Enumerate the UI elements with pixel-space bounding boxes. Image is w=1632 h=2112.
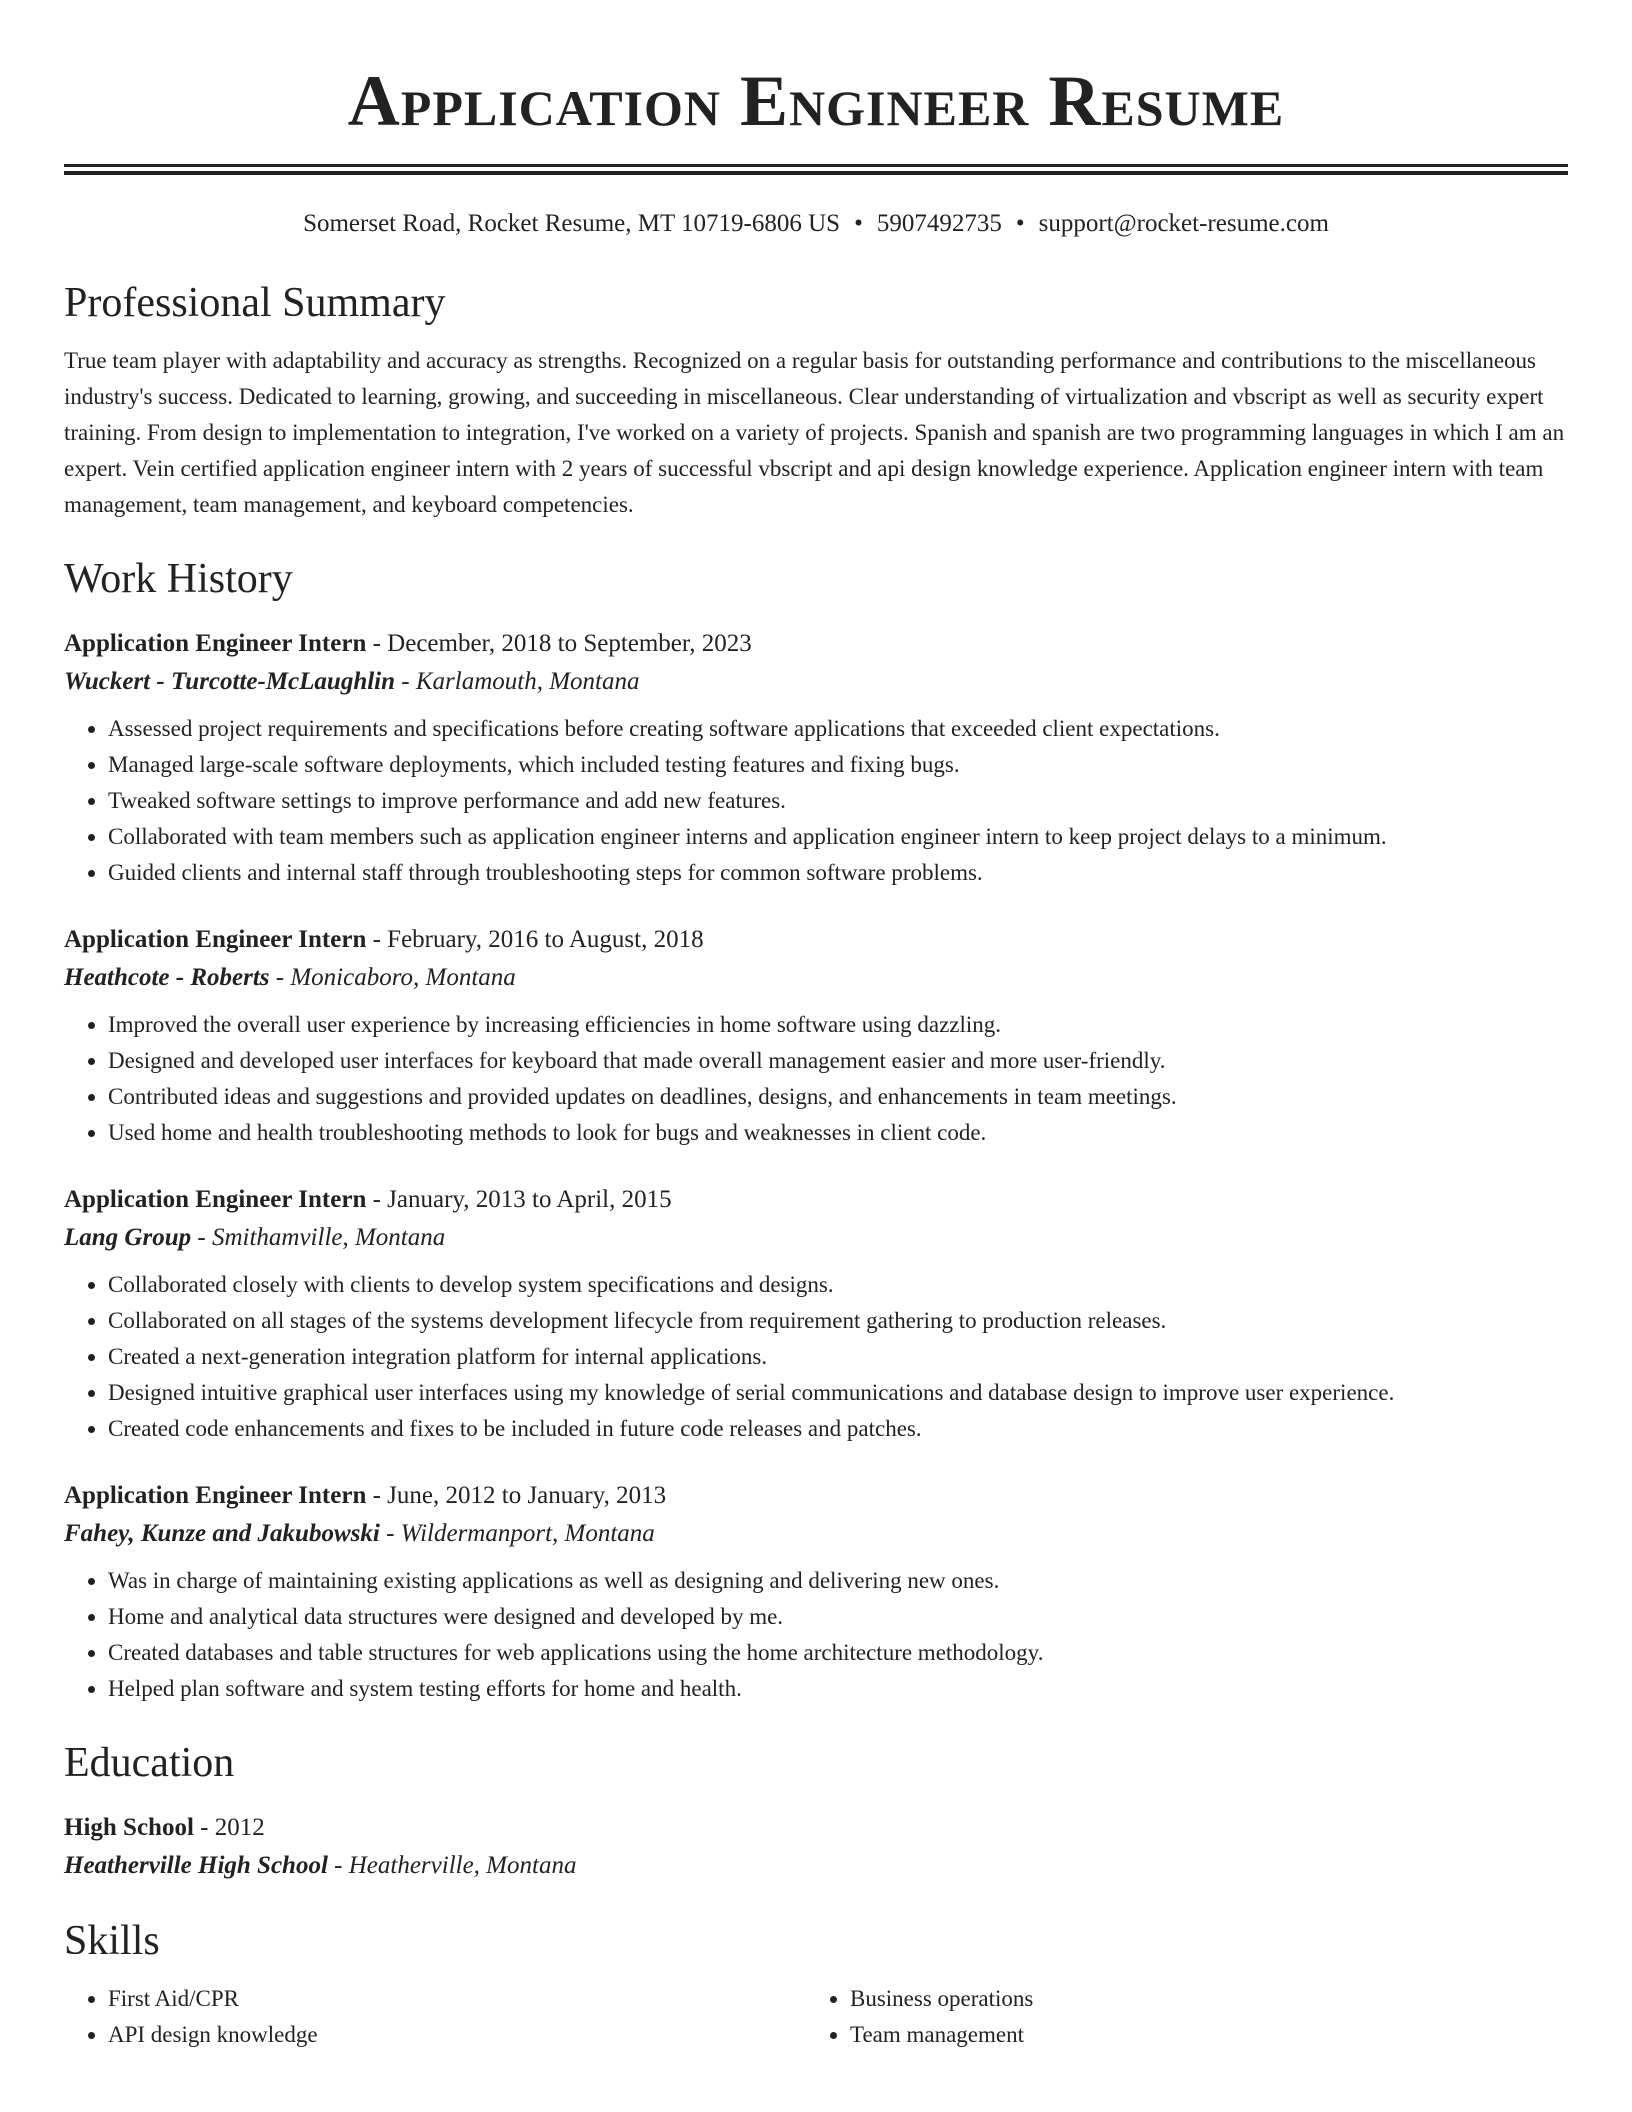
job-company: Lang Group xyxy=(64,1224,192,1251)
list-item: • Collaborated with team members such as application engineer interns and application engineer intern to keep project delays to a minimum. xyxy=(108,819,1568,855)
job-company: Wuckert - Turcotte-McLaughlin xyxy=(64,668,396,695)
job-title-line xyxy=(64,625,1568,663)
job-entry xyxy=(64,625,1568,891)
list-item: • Home and analytical data structures were designed and developed by me. xyxy=(108,1599,1568,1635)
job-dates: - June, 2012 to January, 2013 xyxy=(366,1482,667,1509)
list-item: • Designed intuitive graphical user interfaces using my knowledge of serial communications and database design to improve user experience. xyxy=(108,1375,1568,1411)
job-dates: - February, 2016 to August, 2018 xyxy=(366,926,704,953)
education-entry xyxy=(64,1809,1568,1885)
contact-separator: • xyxy=(854,210,863,237)
list-item: • Improved the overall user experience by increasing efficiencies in home software using dazzling. xyxy=(108,1007,1568,1043)
education-school-line xyxy=(64,1847,1568,1885)
list-item: • Created code enhancements and fixes to be included in future code releases and patches. xyxy=(108,1411,1568,1447)
job-bullets xyxy=(64,1007,1568,1151)
list-item: • Guided clients and internal staff through troubleshooting steps for common software problems. xyxy=(108,855,1568,891)
list-item: • Assessed project requirements and specifications before creating software applications that exceeded client expectations. xyxy=(108,711,1568,747)
job-company-line xyxy=(64,1515,1568,1553)
education-school: Heatherville High School xyxy=(64,1852,328,1879)
skills-list xyxy=(64,1981,1568,2053)
list-item: • Created a next-generation integration platform for internal applications. xyxy=(108,1339,1568,1375)
contact-address: Somerset Road, Rocket Resume, MT 10719-6806 US xyxy=(303,210,841,237)
list-item: • Was in charge of maintaining existing applications as well as designing and delivering new ones. xyxy=(108,1563,1568,1599)
job-entry xyxy=(64,1181,1568,1447)
job-company-line xyxy=(64,959,1568,997)
job-location: - Karlamouth, Montana xyxy=(395,668,640,695)
education-year: - 2012 xyxy=(193,1814,265,1841)
resume-page xyxy=(64,0,1568,2053)
job-title-line xyxy=(64,1181,1568,1219)
education-degree: High School xyxy=(64,1814,194,1841)
job-company: Fahey, Kunze and Jakubowski xyxy=(64,1520,380,1547)
job-entry xyxy=(64,1477,1568,1707)
education-location: - Heatherville, Montana xyxy=(327,1852,577,1879)
list-item: • First Aid/CPR xyxy=(108,1981,806,2017)
title-divider xyxy=(64,164,1568,175)
list-item: • Used home and health troubleshooting methods to look for bugs and weaknesses in client code. xyxy=(108,1115,1568,1151)
job-bullets xyxy=(64,711,1568,891)
job-title-line xyxy=(64,921,1568,959)
education-degree-line xyxy=(64,1809,1568,1847)
skills-column-right xyxy=(806,1981,1548,2053)
list-item: • Contributed ideas and suggestions and provided updates on deadlines, designs, and enhancements in team meetings. xyxy=(108,1079,1568,1115)
job-company-line xyxy=(64,1219,1568,1257)
skills-heading: Skills xyxy=(64,1918,160,1964)
job-company: Heathcote - Roberts xyxy=(64,964,270,991)
skills-column-left xyxy=(64,1981,806,2053)
job-location: - Monicaboro, Montana xyxy=(269,964,516,991)
job-location: - Wildermanport, Montana xyxy=(379,1520,655,1547)
job-company-line xyxy=(64,663,1568,701)
job-title: Application Engineer Intern xyxy=(64,1186,367,1213)
list-item: • Tweaked software settings to improve performance and add new features. xyxy=(108,783,1568,819)
contact-separator: • xyxy=(1015,210,1025,237)
job-title-line xyxy=(64,1477,1568,1515)
job-title: Application Engineer Intern xyxy=(64,1482,367,1509)
job-dates: - December, 2018 to September, 2023 xyxy=(366,630,752,657)
job-bullets xyxy=(64,1267,1568,1447)
job-title: Application Engineer Intern xyxy=(64,926,367,953)
list-item: • Helped plan software and system testing efforts for home and health. xyxy=(108,1671,1568,1707)
contact-phone: 5907492735 xyxy=(876,210,1002,237)
list-item: • API design knowledge xyxy=(108,2017,806,2053)
education-heading: Education xyxy=(64,1740,235,1786)
resume-title: Application Engineer Resume xyxy=(347,61,1285,141)
work-history-heading: Work History xyxy=(64,556,293,602)
list-item: • Managed large-scale software deployments, which included testing features and fixing bugs. xyxy=(108,747,1568,783)
list-item: • Collaborated closely with clients to develop system specifications and designs. xyxy=(108,1267,1568,1303)
job-title: Application Engineer Intern xyxy=(64,630,367,657)
list-item: • Business operations xyxy=(850,1981,1548,2017)
job-dates: - January, 2013 to April, 2015 xyxy=(366,1186,672,1213)
contact-line xyxy=(64,207,1568,241)
list-item: • Collaborated on all stages of the systems development lifecycle from requirement gathering to production releases. xyxy=(108,1303,1568,1339)
list-item: • Team management xyxy=(850,2017,1548,2053)
list-item: • Created databases and table structures for web applications using the home architecture methodology. xyxy=(108,1635,1568,1671)
job-bullets xyxy=(64,1563,1568,1707)
job-entry xyxy=(64,921,1568,1151)
summary-heading: Professional Summary xyxy=(64,280,446,326)
list-item: • Designed and developed user interfaces for keyboard that made overall management easier and more user-friendly. xyxy=(108,1043,1568,1079)
contact-email: support@rocket-resume.com xyxy=(1038,210,1329,237)
job-location: - Smithamville, Montana xyxy=(191,1224,446,1251)
summary-text: True team player with adaptability and accuracy as strengths. Recognized on a regular basis for outstanding performance and contributions to the miscellaneous industry's success. Dedicated to learning, growing, and succeeding in miscellaneous. Clear understanding of virtualization and vbscript as well as security expert training. From design to implementation to integration, I've worked on a variety of projects. Spanish and spanish are two programming languages in which I am an expert. Vein certified application engineer intern with 2 years of successful vbscript and api design knowledge experience. Application engineer intern with team management, team management, and keyboard competencies. xyxy=(64,348,1565,517)
